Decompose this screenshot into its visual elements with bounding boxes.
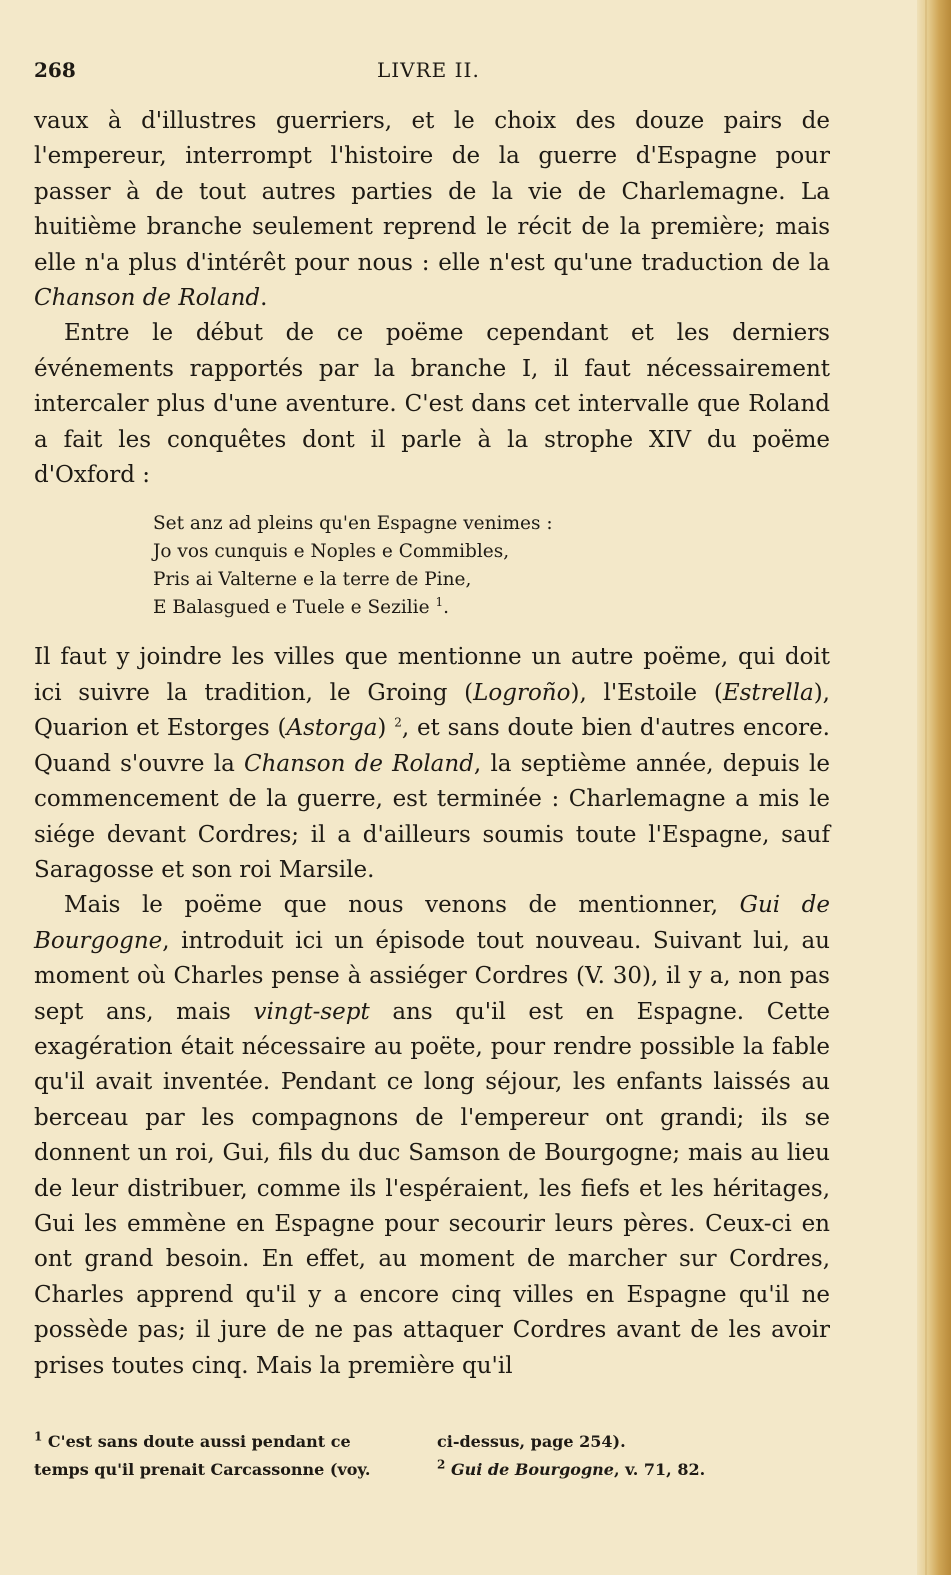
footnotes (34, 1428, 834, 1484)
paragraph-4: Mais le poëme que nous venons de mentionner, Gui de Bourgogne, introduit ici un épisode tout nouveau. Suivant lui, au moment où Charles pense à assiéger Cordres (V. 30), il y a, non pas sept ans, mais vingt-sept ans qu'il est en Espagne. Cette exagération était nécessaire au poëte, pour rendre possible la fable qu'il avait inventée. Pendant ce long séjour, les enfants laissés au berceau par les compagnons de l'empereur ont grandi; ils se donnent un roi, Gui, fils du duc Samson de Bourgogne; mais au lieu de leur distribuer, comme ils l'espéraient, les fiefs et les héritages, Gui les emmène en Espagne pour secourir leurs pères. Ceux-ci en ont grand besoin. En effet, au moment de marcher sur Cordres, Charles apprend qu'il y a encore cinq villes en Espagne qu'il ne possède pas; il jure de ne pas attaquer Cordres avant de les avoir prises toutes cinq. Mais la première qu'il (34, 892, 831, 1379)
footnote-ref-2: 2 (394, 715, 402, 730)
body-text (34, 104, 830, 1384)
footnote-line: temps qu'il prenait Carcassonne (voy. $^2$ Gui de Bourgogne, v. 71, 82. (34, 1457, 706, 1479)
paragraph-2: Entre le début de ce poëme cependant et les derniers événements rapportés par la branche I, il faut nécessairement intercaler plus d'une aventure. C'est dans cet intervalle que Roland a fait les conquêtes dont il parle à la strophe XIV du poëme d'Oxford : (34, 320, 830, 489)
paragraph-3: Il faut y joindre les villes que mentionne un autre poëme, qui doit ici suivre la tradition, le Groing (Logroño), l'Estoile (Estrella), Quarion et Estorges (Astorga) $^2$, et sans doute bien d'autres encore. Quand s'ouvre la Chanson de Roland, la septième année, depuis le commencement de la guerre, est terminée : Charlemagne a mis le siége devant Cordres; il a d'ailleurs soumis toute l'Espagne, sauf Saragosse et son roi Marsile. (34, 644, 830, 883)
running-head: LIVRE II. (377, 58, 480, 82)
footnote-line: $^1$ C'est sans doute aussi pendant ce ci-dessus, page 254). (34, 1429, 626, 1451)
paragraph-1: vaux à d'illustres guerriers, et le choix des douze pairs de l'empereur, interrompt l'histoire de la guerre d'Espagne pour passer à de tout autres parties de la vie de Charlemagne. La huitième branche seulement reprend le récit de la première; mais elle n'a plus d'intérêt pour nous : elle n'est qu'une traduction de la Chanson de Roland. (34, 108, 830, 312)
page-number: 268 (34, 58, 76, 82)
page-edge (917, 0, 951, 1575)
verse-line: E Balasgued e Tuele e Sezilie $^1$. (153, 595, 449, 619)
footnote-ref-1: 1 (435, 595, 444, 610)
page-header (34, 58, 834, 88)
chanson-de-roland-title: Chanson de Roland (34, 285, 261, 312)
verse-line: Set anz ad pleins qu'en Espagne venimes : (153, 513, 553, 535)
verse-quotation (153, 510, 830, 622)
verse-line: Jo vos cunquis e Noples e Commibles, (153, 541, 510, 563)
verse-line: Pris ai Valterne e la terre de Pine, (153, 569, 472, 591)
